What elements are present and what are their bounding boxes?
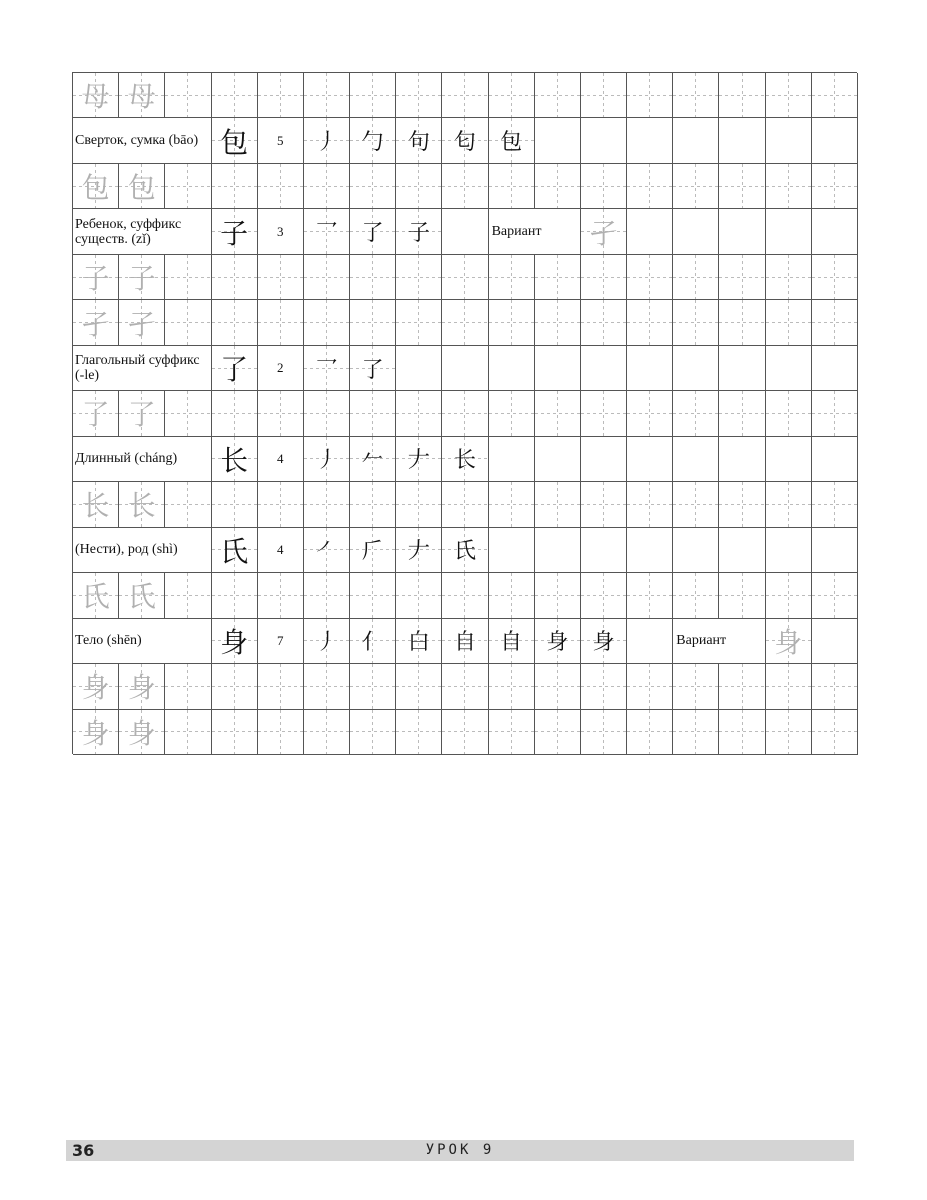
practice-cell <box>535 391 581 436</box>
lesson-title: УРОК 9 <box>425 1142 495 1158</box>
empty-cell <box>535 437 581 482</box>
practice-cell <box>766 255 812 300</box>
stroke-step: 身 <box>581 619 627 664</box>
empty-cell <box>673 346 719 391</box>
empty-cell <box>535 528 581 573</box>
trace-character: 身 <box>73 710 119 755</box>
practice-cell <box>812 300 858 345</box>
empty-cell <box>719 346 765 391</box>
empty-cell <box>766 118 812 163</box>
practice-cell <box>627 482 673 527</box>
practice-cell <box>165 300 211 345</box>
practice-cell <box>304 164 350 209</box>
practice-cell <box>304 391 350 436</box>
empty-cell <box>489 437 535 482</box>
empty-cell <box>627 619 673 664</box>
trace-row <box>73 391 858 436</box>
practice-cell <box>304 300 350 345</box>
stroke-step: 亻 <box>350 619 396 664</box>
practice-cell <box>489 300 535 345</box>
trace-character: 氏 <box>73 573 119 618</box>
empty-cell <box>766 346 812 391</box>
practice-cell <box>350 482 396 527</box>
practice-cell <box>442 573 488 618</box>
practice-cell <box>258 73 304 118</box>
stroke-count: 5 <box>258 118 304 163</box>
practice-cell <box>627 710 673 755</box>
empty-cell <box>627 209 673 254</box>
practice-cell <box>535 73 581 118</box>
practice-cell <box>396 391 442 436</box>
practice-cell <box>627 300 673 345</box>
page-footer <box>66 1140 854 1161</box>
practice-cell <box>396 73 442 118</box>
empty-cell <box>581 528 627 573</box>
stroke-count: 2 <box>258 346 304 391</box>
trace-character: 氏 <box>119 573 165 618</box>
practice-cell <box>581 573 627 618</box>
practice-cell <box>304 73 350 118</box>
stroke-step: 句 <box>396 118 442 163</box>
stroke-step: 氏 <box>442 528 488 573</box>
empty-cell <box>719 118 765 163</box>
practice-cell <box>812 255 858 300</box>
practice-cell <box>165 664 211 709</box>
practice-cell <box>396 482 442 527</box>
stroke-step: 丿 <box>304 619 350 664</box>
page-number: 36 <box>72 1141 95 1160</box>
stroke-step: 𠂉 <box>350 437 396 482</box>
practice-cell <box>165 391 211 436</box>
trace-character: 子 <box>119 255 165 300</box>
stroke-step: 匂 <box>442 118 488 163</box>
practice-cell <box>535 300 581 345</box>
practice-cell <box>304 482 350 527</box>
empty-cell <box>442 346 488 391</box>
empty-cell <box>581 437 627 482</box>
stroke-step: 了 <box>350 209 396 254</box>
practice-cell <box>535 255 581 300</box>
stroke-step: 丿 <box>304 437 350 482</box>
practice-cell <box>766 73 812 118</box>
trace-row <box>73 73 858 118</box>
variant-label: Вариант <box>489 209 581 254</box>
stroke-count: 4 <box>258 528 304 573</box>
empty-cell <box>673 437 719 482</box>
trace-character: 身 <box>119 664 165 709</box>
meaning-label: Длинный (cháng) <box>73 437 212 482</box>
practice-cell <box>442 73 488 118</box>
practice-cell <box>396 164 442 209</box>
practice-cell <box>766 300 812 345</box>
practice-cell <box>350 664 396 709</box>
practice-cell <box>535 664 581 709</box>
stroke-step: 乛 <box>304 209 350 254</box>
practice-cell <box>719 482 765 527</box>
stroke-count: 3 <box>258 209 304 254</box>
practice-cell <box>535 573 581 618</box>
stroke-step: 自 <box>489 619 535 664</box>
empty-cell <box>812 528 858 573</box>
empty-cell <box>581 346 627 391</box>
practice-cell <box>812 73 858 118</box>
practice-cell <box>581 164 627 209</box>
practice-cell <box>442 391 488 436</box>
practice-cell <box>719 73 765 118</box>
practice-cell <box>396 710 442 755</box>
practice-cell <box>489 391 535 436</box>
practice-cell <box>396 255 442 300</box>
practice-cell <box>489 255 535 300</box>
practice-cell <box>766 710 812 755</box>
character-row <box>73 209 858 254</box>
practice-cell <box>350 255 396 300</box>
practice-cell <box>442 164 488 209</box>
practice-cell <box>581 482 627 527</box>
practice-cell <box>673 391 719 436</box>
practice-cell <box>258 573 304 618</box>
variant-label: Вариант <box>673 619 765 664</box>
practice-cell <box>489 664 535 709</box>
variant-character: 孑 <box>581 209 627 254</box>
empty-cell <box>766 437 812 482</box>
main-character: 了 <box>212 346 258 391</box>
trace-character: 包 <box>119 164 165 209</box>
practice-cell <box>442 710 488 755</box>
main-character: 身 <box>212 619 258 664</box>
practice-cell <box>673 255 719 300</box>
practice-cell <box>442 664 488 709</box>
practice-cell <box>258 482 304 527</box>
empty-cell <box>396 346 442 391</box>
practice-cell <box>812 573 858 618</box>
practice-cell <box>350 573 396 618</box>
practice-cell <box>766 164 812 209</box>
practice-cell <box>766 664 812 709</box>
character-row <box>73 118 858 163</box>
practice-cell <box>212 300 258 345</box>
character-row <box>73 619 858 664</box>
stroke-step: 白 <box>396 619 442 664</box>
practice-cell <box>258 710 304 755</box>
empty-cell <box>766 528 812 573</box>
stroke-count: 7 <box>258 619 304 664</box>
practice-cell <box>581 391 627 436</box>
practice-cell <box>581 255 627 300</box>
practice-cell <box>627 573 673 618</box>
main-character: 包 <box>212 118 258 163</box>
practice-cell <box>489 482 535 527</box>
trace-row <box>73 573 858 618</box>
practice-cell <box>442 482 488 527</box>
practice-cell <box>766 391 812 436</box>
practice-cell <box>581 73 627 118</box>
trace-character: 长 <box>73 482 119 527</box>
practice-cell <box>673 710 719 755</box>
stroke-step: 包 <box>489 118 535 163</box>
meaning-label: Сверток, сумка (bāo) <box>73 118 212 163</box>
practice-cell <box>489 73 535 118</box>
empty-cell <box>581 118 627 163</box>
empty-cell <box>673 118 719 163</box>
empty-cell <box>673 528 719 573</box>
meaning-label: Тело (shēn) <box>73 619 212 664</box>
practice-cell <box>627 73 673 118</box>
practice-cell <box>165 710 211 755</box>
practice-cell <box>812 664 858 709</box>
practice-cell <box>812 164 858 209</box>
practice-cell <box>627 391 673 436</box>
main-character: 子 <box>212 209 258 254</box>
practice-cell <box>350 164 396 209</box>
practice-cell <box>165 573 211 618</box>
practice-cell <box>581 300 627 345</box>
stroke-step: 身 <box>535 619 581 664</box>
practice-cell <box>673 73 719 118</box>
trace-character: 长 <box>119 482 165 527</box>
practice-cell <box>812 482 858 527</box>
practice-cell <box>212 664 258 709</box>
practice-cell <box>396 300 442 345</box>
practice-cell <box>212 164 258 209</box>
practice-cell <box>165 482 211 527</box>
practice-cell <box>673 482 719 527</box>
practice-cell <box>304 710 350 755</box>
practice-cell <box>719 300 765 345</box>
main-character: 氏 <box>212 528 258 573</box>
empty-cell <box>673 209 719 254</box>
practice-cell <box>627 164 673 209</box>
trace-character: 子 <box>73 255 119 300</box>
practice-cell <box>258 164 304 209</box>
trace-character: 母 <box>119 73 165 118</box>
empty-cell <box>812 346 858 391</box>
trace-character: 了 <box>119 391 165 436</box>
practice-cell <box>304 664 350 709</box>
main-character: 长 <box>212 437 258 482</box>
practice-cell <box>719 573 765 618</box>
practice-cell <box>581 710 627 755</box>
empty-cell <box>627 528 673 573</box>
practice-cell <box>258 664 304 709</box>
trace-character: 身 <box>119 710 165 755</box>
character-row <box>73 528 858 573</box>
practice-cell <box>766 482 812 527</box>
trace-row <box>73 300 858 345</box>
practice-cell <box>396 573 442 618</box>
empty-cell <box>719 209 765 254</box>
empty-cell <box>535 118 581 163</box>
empty-cell <box>812 118 858 163</box>
practice-cell <box>350 300 396 345</box>
trace-character: 包 <box>73 164 119 209</box>
meaning-label: (Нести), род (shì) <box>73 528 212 573</box>
practice-cell <box>350 391 396 436</box>
variant-character: 身 <box>766 619 812 664</box>
empty-cell <box>489 346 535 391</box>
stroke-step: 乛 <box>304 346 350 391</box>
practice-cell <box>442 300 488 345</box>
practice-cell <box>719 255 765 300</box>
practice-cell <box>673 573 719 618</box>
trace-row <box>73 255 858 300</box>
practice-cell <box>673 164 719 209</box>
practice-cell <box>304 573 350 618</box>
trace-row <box>73 482 858 527</box>
practice-cell <box>627 664 673 709</box>
practice-cell <box>719 710 765 755</box>
trace-row <box>73 664 858 709</box>
practice-cell <box>766 573 812 618</box>
practice-cell <box>396 664 442 709</box>
practice-cell <box>581 664 627 709</box>
practice-cell <box>719 391 765 436</box>
practice-cell <box>812 391 858 436</box>
trace-row <box>73 164 858 209</box>
practice-cell <box>535 482 581 527</box>
trace-row <box>73 710 858 755</box>
empty-cell <box>442 209 488 254</box>
practice-cell <box>812 710 858 755</box>
trace-character: 身 <box>73 664 119 709</box>
practice-cell <box>212 710 258 755</box>
practice-cell <box>673 664 719 709</box>
practice-cell <box>535 710 581 755</box>
empty-cell <box>812 209 858 254</box>
stroke-step: 𠂇 <box>396 437 442 482</box>
practice-cell <box>627 255 673 300</box>
practice-cell <box>165 255 211 300</box>
practice-cell <box>489 573 535 618</box>
meaning-label: Глагольный суффикс (-le) <box>73 346 212 391</box>
practice-cell <box>350 73 396 118</box>
empty-cell <box>489 528 535 573</box>
practice-cell <box>258 391 304 436</box>
practice-cell <box>212 255 258 300</box>
character-row <box>73 346 858 391</box>
practice-cell <box>212 73 258 118</box>
trace-character: 母 <box>73 73 119 118</box>
trace-character: 了 <box>73 391 119 436</box>
trace-character: 孑 <box>73 300 119 345</box>
practice-cell <box>212 482 258 527</box>
empty-cell <box>766 209 812 254</box>
practice-cell <box>673 300 719 345</box>
practice-cell <box>165 73 211 118</box>
practice-cell <box>212 391 258 436</box>
practice-cell <box>489 164 535 209</box>
empty-cell <box>812 437 858 482</box>
practice-cell <box>212 573 258 618</box>
practice-cell <box>535 164 581 209</box>
empty-cell <box>719 528 765 573</box>
empty-cell <box>627 437 673 482</box>
meaning-label: Ребенок, суффикс существ. (zǐ) <box>73 209 212 254</box>
practice-cell <box>258 255 304 300</box>
stroke-step: 自 <box>442 619 488 664</box>
practice-cell <box>442 255 488 300</box>
empty-cell <box>719 437 765 482</box>
stroke-step: 勹 <box>350 118 396 163</box>
empty-cell <box>627 346 673 391</box>
empty-cell <box>812 619 858 664</box>
stroke-step: 𠂆 <box>350 528 396 573</box>
stroke-count: 4 <box>258 437 304 482</box>
practice-cell <box>719 164 765 209</box>
stroke-step: 丿 <box>304 118 350 163</box>
stroke-step: 长 <box>442 437 488 482</box>
empty-cell <box>627 118 673 163</box>
practice-cell <box>165 164 211 209</box>
practice-cell <box>350 710 396 755</box>
character-practice-grid <box>72 72 857 754</box>
practice-cell <box>719 664 765 709</box>
trace-character: 孑 <box>119 300 165 345</box>
stroke-step: 子 <box>396 209 442 254</box>
stroke-step: 𠂇 <box>396 528 442 573</box>
stroke-step: ㇒ <box>304 528 350 573</box>
character-row <box>73 437 858 482</box>
practice-cell <box>304 255 350 300</box>
empty-cell <box>535 346 581 391</box>
practice-cell <box>489 710 535 755</box>
stroke-step: 了 <box>350 346 396 391</box>
practice-cell <box>258 300 304 345</box>
